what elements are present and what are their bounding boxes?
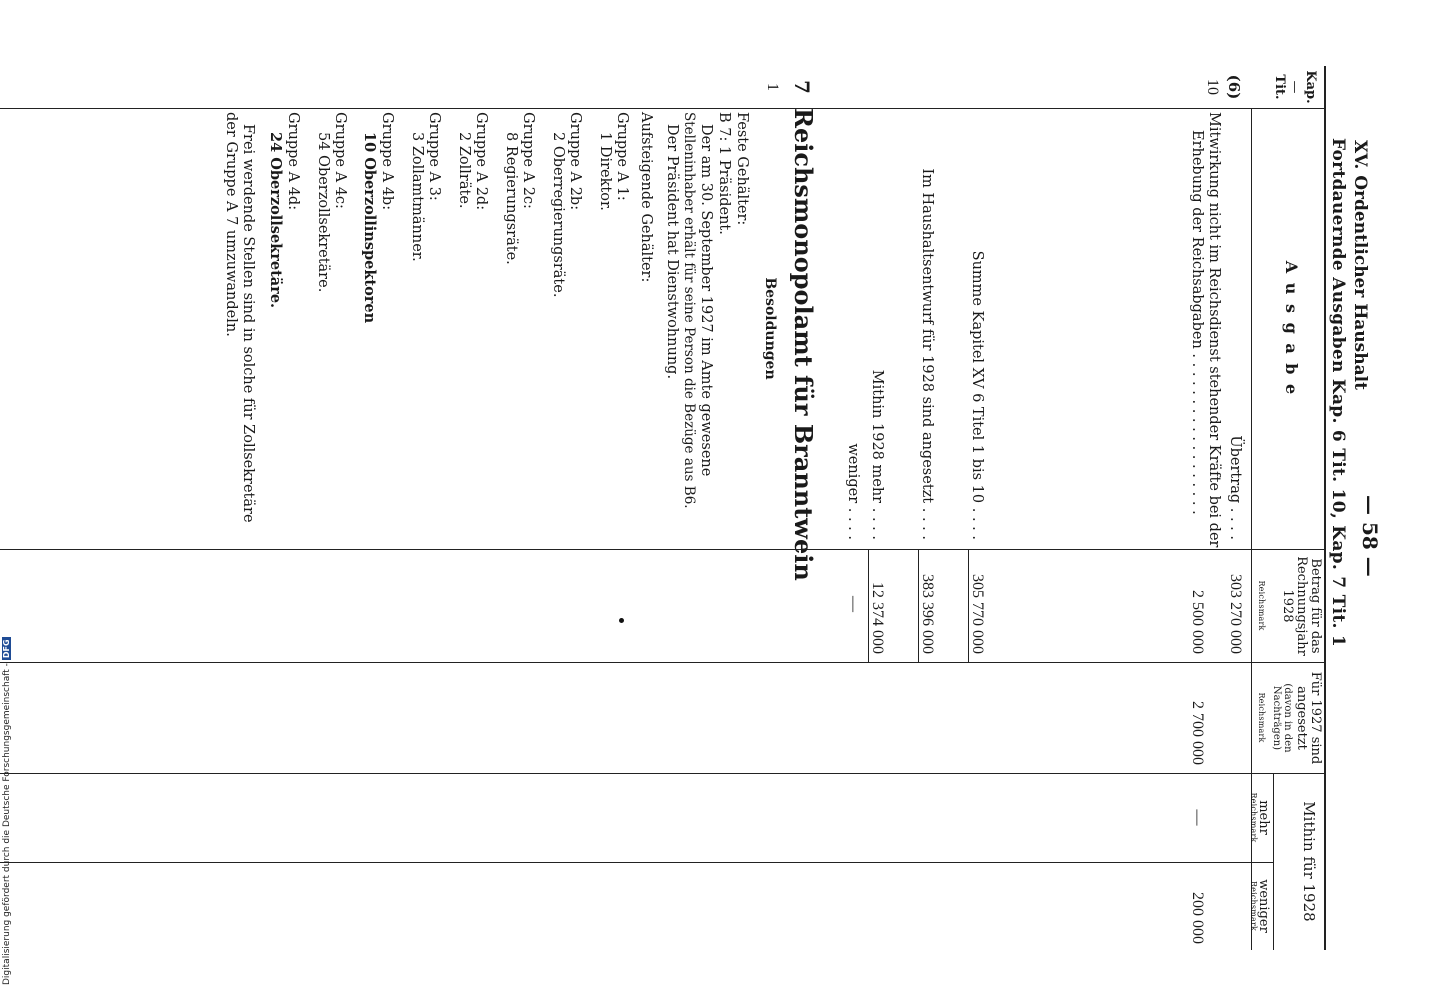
summe-label: Summe Kapitel XV 6 Titel 1 bis 10 . . . . (969, 250, 985, 540)
col-header-kap: Kap. (1303, 70, 1318, 104)
col-divider-kap (0, 108, 1326, 109)
dfg-logo: DFG (2, 639, 11, 659)
haushalt-value: 383 396 000 (919, 574, 936, 654)
kap7-line-23: der Gruppe A 7 umzuwandeln. (223, 112, 239, 337)
mitwirkung-weniger: 200 000 (1189, 892, 1206, 944)
col-header-weniger-unit: Reichsmark (1249, 880, 1258, 932)
kap7-line-8: Gruppe A 2b: (567, 112, 583, 211)
kap7-line-2: Der am 30. September 1927 im Amte gewesene (698, 124, 714, 477)
table-top-rule (1324, 66, 1326, 950)
mitwirkung-1927: 2 700 000 (1189, 701, 1206, 765)
kap7-line-13: 2 Zollräte. (456, 132, 472, 209)
page-number: — 58 — (1358, 495, 1382, 577)
mithin-mehr-label: Mithin 1928 mehr . . . . (869, 369, 885, 540)
kap7-line-14: Gruppe A 3: (426, 112, 442, 201)
col-divider-1927 (0, 773, 1326, 774)
col-header-tit: Tit. (1272, 74, 1287, 100)
kap7-line-11: 8 Regierungsräte. (503, 132, 519, 265)
kap7-line-15: 3 Zollamtmänner. (409, 132, 425, 262)
col-divider-ausgabe (0, 549, 1326, 550)
col-header-mehr-unit: Reichsmark (1249, 792, 1258, 843)
kap7-line-4: Der Präsident hat Dienstwohnung. (664, 124, 680, 380)
kap7-line-10: Gruppe A 2c: (520, 112, 536, 209)
kap7-line-6: Gruppe A 1: (614, 112, 630, 201)
col-header-1927: Für 1927 sind angesetzt (1294, 671, 1323, 765)
kap7-line-16: Gruppe A 4b: (379, 112, 395, 211)
mitwirkung-line-2: Erhebung der Reichsabgaben . . . . . . . . . . . . . . . . . . (1189, 130, 1205, 515)
col-header-1927-note: (davon in den Nachträgen) (1271, 683, 1293, 753)
col-header-weniger: weniger (1256, 879, 1271, 933)
col-divider-mithin (0, 862, 1274, 863)
col-header-ausgabe: A u s g a b e (1282, 260, 1301, 397)
tit1-label: 1 (764, 83, 781, 91)
kap7-line-21: 24 Oberzollsekretäre. (267, 132, 284, 309)
section-title: XV. Ordentlicher Haushalt (1350, 140, 1370, 390)
kap7-line-18: Gruppe A 4c: (332, 112, 348, 209)
kap7-line-9: 2 Oberregierungsräte. (550, 132, 566, 298)
uebertrag-label: Übertrag . . . . (1227, 435, 1243, 540)
col-header-betrag-unit: Reichsmark (1257, 580, 1266, 631)
footer-text: Digitalisierung gefördert durch die Deutsche Forschungsgemeinschaft - (2, 663, 12, 985)
mithin-sub-rule (1273, 773, 1274, 950)
ink-mark (619, 618, 624, 623)
mitwirkung-mehr: — (1189, 809, 1206, 826)
kap7-title: Reichsmonopolamt für Branntwein (789, 108, 818, 581)
summe-value: 305 770 000 (969, 574, 986, 654)
haushalt-label: Im Haushaltsentwurf für 1928 sind angesetzt . . . . (919, 168, 935, 540)
kap7-label: 7 (790, 80, 814, 94)
kap7-line-3: Stelleninhaber erhält für seine Person die Bezüge aus B6. (681, 112, 697, 509)
page-subtitle: Fortdauernde Ausgaben Kap. 6 Tit. 10, Kap. 7 Tit. 1 (1328, 138, 1348, 648)
kap7-line-0: Feste Gehälter: (734, 112, 750, 226)
kap7-subtitle: Besoldungen (762, 277, 778, 380)
mithin-mehr-value: 12 374 000 (869, 582, 886, 654)
kap7-line-1: B 7: 1 Präsident. (716, 112, 732, 235)
col-header-kap-dash: — (1287, 80, 1302, 94)
kap7-line-19: 54 Oberzollsekretäre. (315, 132, 331, 293)
col-divider-betrag (0, 662, 1326, 663)
tit10-label: 10 (1204, 79, 1221, 95)
uebertrag-value: 303 270 000 (1227, 574, 1244, 654)
mithin-weniger-label: weniger . . . . (845, 443, 861, 540)
kap6-label: (6) (1225, 74, 1243, 100)
col-header-1927-unit: Reichsmark (1257, 692, 1266, 743)
kap7-line-20: Gruppe A 4d: (285, 112, 301, 211)
digitization-footer (2, 605, 14, 995)
col-header-mehr: mehr (1256, 800, 1271, 835)
kap7-line-5: Aufsteigende Gehälter: (638, 112, 654, 283)
kap7-line-12: Gruppe A 2d: (473, 112, 489, 211)
kap7-line-17: 10 Oberzollinspektoren (361, 132, 378, 324)
kap7-line-7: 1 Direktor. (597, 132, 613, 211)
col-header-mithin: Mithin für 1928 (1300, 801, 1318, 922)
mitwirkung-line-1: Mitwirkung nicht im Reichsdienst stehender Kräfte bei der (1206, 112, 1222, 548)
col-header-betrag: Betrag für das Rechnungsjahr 1928 (1280, 556, 1323, 656)
kap7-line-22: Frei werdende Stellen sind in solche für Zollsekretäre (240, 124, 256, 523)
mitwirkung-betrag: 2 500 000 (1189, 590, 1206, 654)
mithin-weniger-value: — (845, 596, 862, 612)
